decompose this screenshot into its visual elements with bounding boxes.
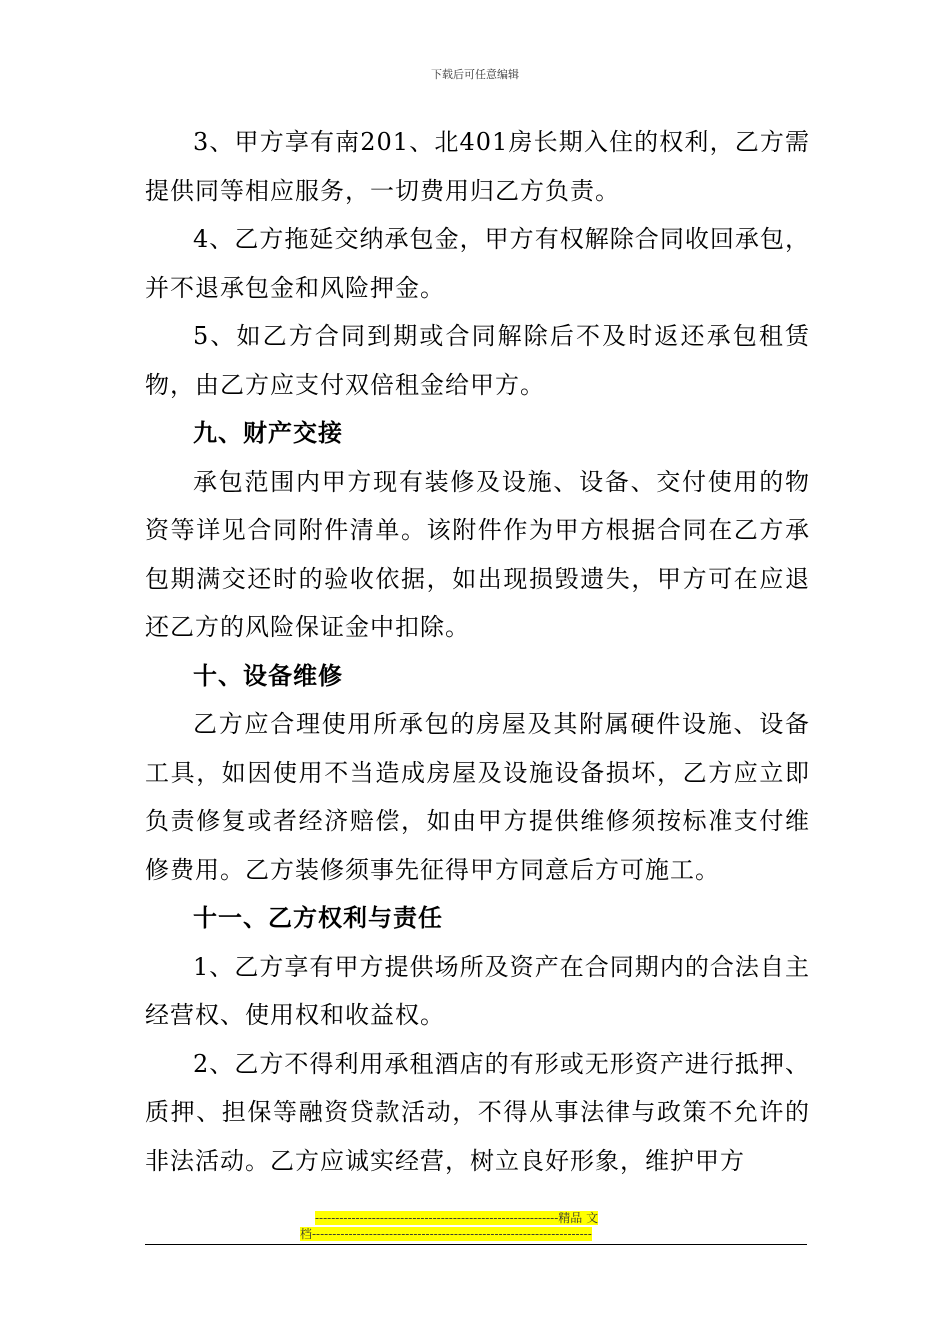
clause-8-item-3: 3、甲方享有南201、北401房长期入住的权利，乙方需提供同等相应服务，一切费用归乙方负责。: [145, 128, 810, 205]
footer-divider: [145, 1244, 807, 1245]
footer-watermark: [300, 1210, 650, 1242]
clause-11-item-2: 2、乙方不得利用承租酒店的有形或无形资产进行抵押、质押、担保等融资贷款活动，不得从事法律与政策不允许的非法活动。乙方应诚实经营，树立良好形象，维护甲方: [145, 1049, 810, 1175]
section-heading-10: 十、设备维修: [193, 661, 343, 690]
footer-line-2: 档---------------------------------------------------------------------: [300, 1227, 592, 1241]
clause-11-item-1: 1、乙方享有甲方提供场所及资产在合同期内的合法自主经营权、使用权和收益权。: [145, 952, 810, 1029]
clause-9-paragraph: 承包范围内甲方现有装修及设施、设备、交付使用的物资等详见合同附件清单。该附件作为甲方根据合同在乙方承包期满交还时的验收依据，如出现损毁遗失，甲方可在应退还乙方的风险保证金中扣除。: [145, 467, 810, 641]
clause-8-item-5: 5、如乙方合同到期或合同解除后不及时返还承包租赁物，由乙方应支付双倍租金给甲方。: [145, 322, 810, 399]
clause-10-paragraph: 乙方应合理使用所承包的房屋及其附属硬件设施、设备工具，如因使用不当造成房屋及设施设备损坏，乙方应立即负责修复或者经济赔偿，如由甲方提供维修须按标准支付维修费用。乙方装修须事先征得甲方同意后方可施工。: [145, 710, 810, 884]
header-note: 下载后可任意编辑: [431, 68, 519, 81]
clause-8-item-4: 4、乙方拖延交纳承包金，甲方有权解除合同收回承包，并不退承包金和风险押金。: [145, 225, 810, 302]
document-body: [145, 118, 810, 1185]
section-heading-9: 九、财产交接: [193, 419, 343, 447]
section-heading-11: 十一、乙方权利与责任: [193, 904, 443, 932]
footer-line-1: ------------------------------------------------------------精品 文: [315, 1211, 599, 1225]
